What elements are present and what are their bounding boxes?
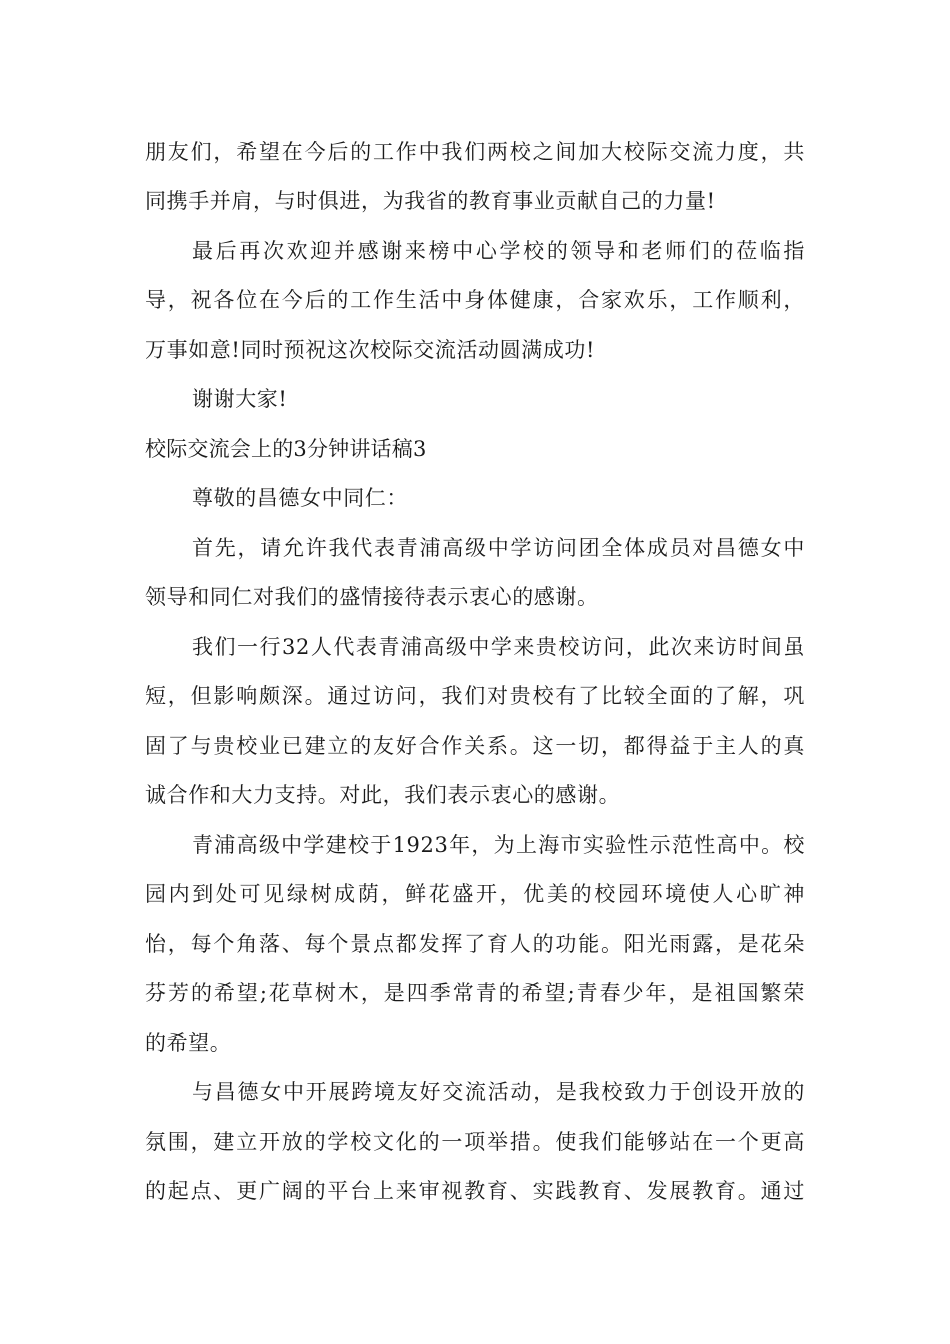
text-line: 导，祝各位在今后的工作生活中身体健康，合家欢乐，工作顺利， — [145, 288, 805, 312]
text-line: 我们一行32人代表青浦高级中学来贵校访问，此次来访时间虽 — [192, 635, 805, 659]
text-line: 诚合作和大力支持。对此，我们表示衷心的感谢。 — [145, 783, 621, 807]
text-line: 领导和同仁对我们的盛情接待表示衷心的感谢。 — [145, 585, 599, 609]
text-line: 芬芳的希望;花草树木，是四季常青的希望;青春少年，是祖国繁荣 — [145, 981, 805, 1005]
text-line: 园内到处可见绿树成荫，鲜花盛开，优美的校园环境使人心旷神 — [145, 882, 805, 906]
text-line: 同携手并肩，与时俱进，为我省的教育事业贡献自己的力量! — [145, 189, 716, 213]
text-line: 固了与贵校业已建立的友好合作关系。这一切，都得益于主人的真 — [145, 734, 805, 758]
text-line: 氛围，建立开放的学校文化的一项举措。使我们能够站在一个更高 — [145, 1130, 805, 1154]
text-line: 最后再次欢迎并感谢来榜中心学校的领导和老师们的莅临指 — [192, 239, 805, 263]
salutation: 尊敬的昌德女中同仁： — [192, 486, 408, 510]
text-line: 朋友们，希望在今后的工作中我们两校之间加大校际交流力度，共 — [145, 140, 805, 164]
text-line: 与昌德女中开展跨境友好交流活动，是我校致力于创设开放的 — [192, 1080, 805, 1104]
section-heading: 校际交流会上的3分钟讲话稿3 — [145, 437, 427, 461]
text-line: 青浦高级中学建校于1923年，为上海市实验性示范性高中。校 — [192, 833, 805, 857]
text-line: 首先，请允许我代表青浦高级中学访问团全体成员对昌德女中 — [192, 536, 805, 560]
text-line: 短，但影响颇深。通过访问，我们对贵校有了比较全面的了解，巩 — [145, 684, 805, 708]
text-line: 的希望。 — [145, 1031, 232, 1055]
text-line: 万事如意!同时预祝这次校际交流活动圆满成功! — [145, 338, 596, 362]
text-line: 谢谢大家! — [192, 387, 288, 411]
text-line: 的起点、更广阔的平台上来审视教育、实践教育、发展教育。通过 — [145, 1179, 805, 1203]
text-line: 怡，每个角落、每个景点都发挥了育人的功能。阳光雨露，是花朵 — [145, 932, 805, 956]
